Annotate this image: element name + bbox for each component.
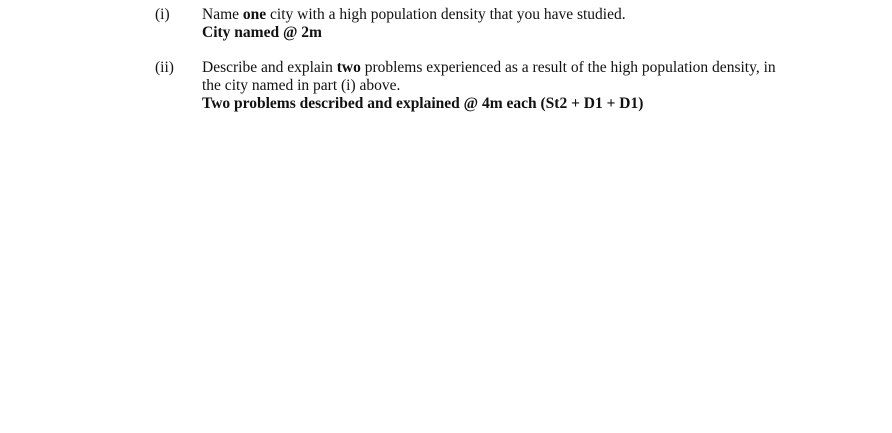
prompt-text: Describe and explain xyxy=(202,59,337,76)
marking-scheme: City named @ 2m xyxy=(202,24,322,41)
question-prompt xyxy=(202,59,802,77)
prompt-emphasis: one xyxy=(242,6,267,23)
question-body xyxy=(202,6,802,42)
question-number: (ii) xyxy=(155,59,174,76)
marking-scheme: Two problems described and explained @ 4m each (St2 + D1 + D1) xyxy=(202,95,644,112)
question-prompt-continued: the city named in part (i) above. xyxy=(202,77,401,94)
question-body xyxy=(202,59,802,113)
prompt-text: Name xyxy=(202,6,243,23)
prompt-emphasis: two xyxy=(336,59,361,76)
prompt-text: problems experienced as a result of the high population density, in xyxy=(360,59,776,76)
question-number: (i) xyxy=(155,6,170,23)
prompt-text: city with a high population density that you have studied. xyxy=(266,6,626,23)
question-prompt xyxy=(202,6,802,24)
